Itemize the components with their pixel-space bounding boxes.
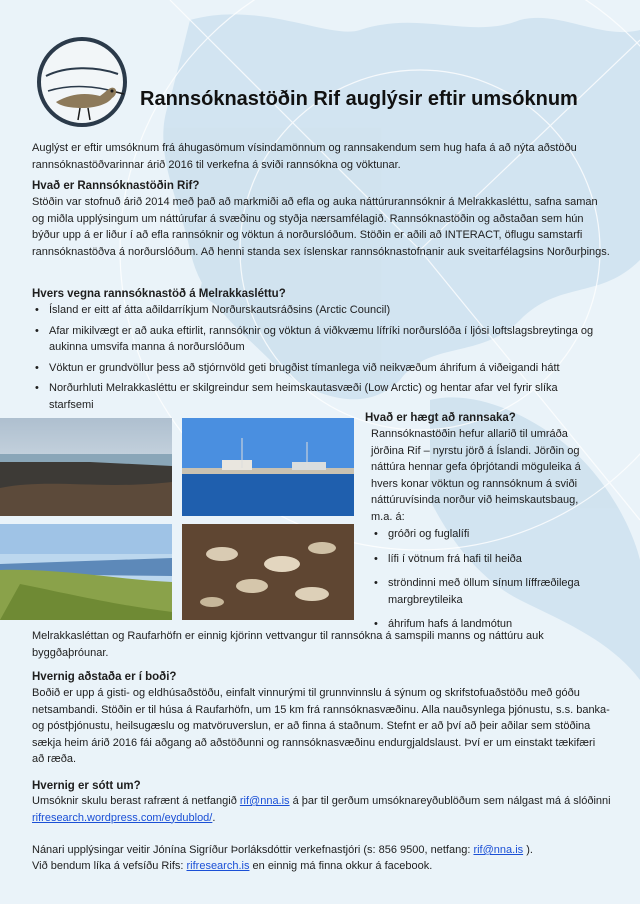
photo-harbour	[182, 418, 354, 516]
bullet-text: gróðri og fuglalífi	[388, 528, 470, 540]
contact-email-link[interactable]: rif@nna.is	[473, 844, 524, 856]
contact-line-2	[32, 858, 612, 875]
logo-bird-icon	[36, 36, 128, 128]
section-heading-how-to-apply: Hvernig er sótt um?	[32, 780, 141, 792]
section-body-facilities: Boðið er upp á gisti- og eldhúsaðstöðu, einfalt vinnurými til grunnvinnslu á sýnum og skrifstofuaðstöðu með góðu netsambandi. Stöðin er til húsa á Raufarhöfn, um 15 km frá rannsóknasvæðinu. Alla nauðsynlega þjónustu, s.s. banka- og póstþjónustu, heilsugæslu og matvöruverslun, er að finna á staðnum. Stefnt er að því að þeir aðilar sem stöðina sækja heim árið 2016 fái aðgang að aðstöðunni og rannsóknasvæðinu endurgjaldslaust. Því er um einstakt tækifæri að ræða.	[32, 687, 610, 765]
intro-paragraph: Auglýst er eftir umsóknum frá áhugasömum vísindamönnum og rannsakendum sem hug hafa á að nýta aðstöðu rannsóknastöðvarinnar árið 2016 til verkefna á sviði rannsókna og vöktunar.	[32, 142, 577, 171]
section-body-what-to-research: Rannsóknastöðin hefur allarið til umráða jörðina Rif – nyrstu jörð á Íslandi. Jörðin og náttúra hennar gefa óþrjótandi möguleika á hvers konar vöktun og rannsóknum á sviði náttúruvísinda norður við heimskautsbaug, m.a. á:	[371, 428, 581, 523]
photo-coastline	[0, 418, 172, 516]
contact-text: Við bendum líka á vefsíðu Rifs:	[32, 860, 187, 872]
list-item: • Norðurhluti Melrakkasléttu er skilgreindur sem heimskautasvæði (Low Arctic) og hentar afar vel fyrir slíka starfsemi	[35, 382, 558, 411]
photo-birds	[182, 524, 354, 620]
list-item: • Ísland er eitt af átta aðildarríkjum Norðurskautsráðsins (Arctic Council)	[35, 304, 391, 316]
list-item: • lífi í vötnum frá hafi til heiða	[374, 552, 522, 565]
list-item: • ströndinni með öllum sínum líffræðilega margbreytileika	[374, 577, 580, 606]
apply-text: .	[212, 811, 216, 824]
section-heading-what-to-research: Hvað er hægt að rannsaka?	[365, 412, 516, 424]
contact-text: ).	[523, 844, 533, 856]
section-body-how-to-apply	[32, 793, 612, 826]
human-nature-paragraph: Melrakkasléttan og Raufarhöfn er einnig kjörinn vettvangur til rannsókna á samspili manns og náttúru auk byggðaþróunar.	[32, 630, 544, 659]
list-item: • gróðri og fuglalífi	[374, 528, 470, 540]
photo-grassland	[0, 524, 172, 620]
section-heading-what-is-rif: Hvað er Rannsóknastöðin Rif?	[32, 180, 200, 192]
research-bullet-list	[371, 526, 611, 637]
contact-text: Nánari upplýsingar veitir Jónína Sigríður Þorláksdóttir verkefnastjóri (s: 856 9500, netfang:	[32, 844, 474, 856]
list-item: • áhrifum hafs á landmótun	[374, 618, 513, 630]
section-heading-why: Hvers vegna rannsóknastöð á Melrakkasléttu?	[32, 288, 286, 300]
bullet-text: áhrifum hafs á landmótun	[388, 618, 513, 630]
bullet-text: Ísland er eitt af átta aðildarríkjum Norðurskautsráðsins (Arctic Council)	[49, 304, 391, 316]
bullet-text: Vöktun er grundvöllur þess að stjórnvöld geti brugðist tímanlega við neikvæðum áhrifum á viðeigandi hátt	[49, 361, 560, 374]
apply-text: á þar til gerðum umsóknareyðublöðum sem nálgast má á slóðinni	[289, 795, 611, 807]
apply-email-link[interactable]: rif@nna.is	[239, 795, 290, 807]
section-heading-facilities: Hvernig aðstaða er í boði?	[32, 671, 177, 683]
bullet-text: Norðurhluti Melrakkasléttu er skilgreindur sem heimskautasvæði (Low Arctic) og hentar afar vel fyrir slíka starfsemi	[49, 382, 558, 411]
contact-text: en einnig má finna okkur á facebook.	[249, 860, 433, 872]
bullet-text: Afar mikilvægt er að auka eftirlit, rannsóknir og vöktun á viðkvæmu lífríki norðurslóða í ljósi loftslagsbreytinga og aukinna umsvifa manna á norðurslóðum	[49, 324, 594, 353]
bullet-text: lífi í vötnum frá hafi til heiða	[388, 552, 522, 565]
application-forms-link[interactable]: rifresearch.wordpress.com/eydublod/	[32, 811, 213, 824]
list-item: • Vöktun er grundvöllur þess að stjórnvöld geti brugðist tímanlega við neikvæðum áhrifum á viðeigandi hátt	[35, 361, 560, 374]
list-item: • Afar mikilvægt er að auka eftirlit, rannsóknir og vöktun á viðkvæmu lífríki norðurslóða í ljósi loftslagsbreytinga og aukinna umsvifa manna á norðurslóðum	[35, 324, 594, 353]
section-body-what-is-rif: Stöðin var stofnuð árið 2014 með það að markmiði að efla og auka náttúrurannsóknir á Melrakkasléttu, safna saman og miðla upplýsingum um náttúrufar á svæðinu og styðja nærsamfélagið. Rannsóknastöðin og aðstaðan sem hún býður upp á er liður í að efla rannsóknir og vöktun á norðurslóðum. Stöðin er aðili að INTERACT, öflugu samstarfi rannsóknastöðva á norðurslóðum. Að henni standa sex íslenskar rannsóknastofnanir auk sveitarfélagsins Norðurþings.	[32, 196, 610, 258]
contact-line-1	[32, 842, 612, 859]
bullet-text: ströndinni með öllum sínum líffræðilega margbreytileika	[388, 577, 580, 606]
apply-text: Umsóknir skulu berast rafrænt á netfangið	[32, 795, 240, 807]
why-bullet-list	[32, 302, 598, 417]
website-link[interactable]: rifresearch.is	[186, 860, 250, 872]
page-title: Rannsóknastöðin Rif auglýsir eftir umsóknum	[140, 88, 578, 110]
